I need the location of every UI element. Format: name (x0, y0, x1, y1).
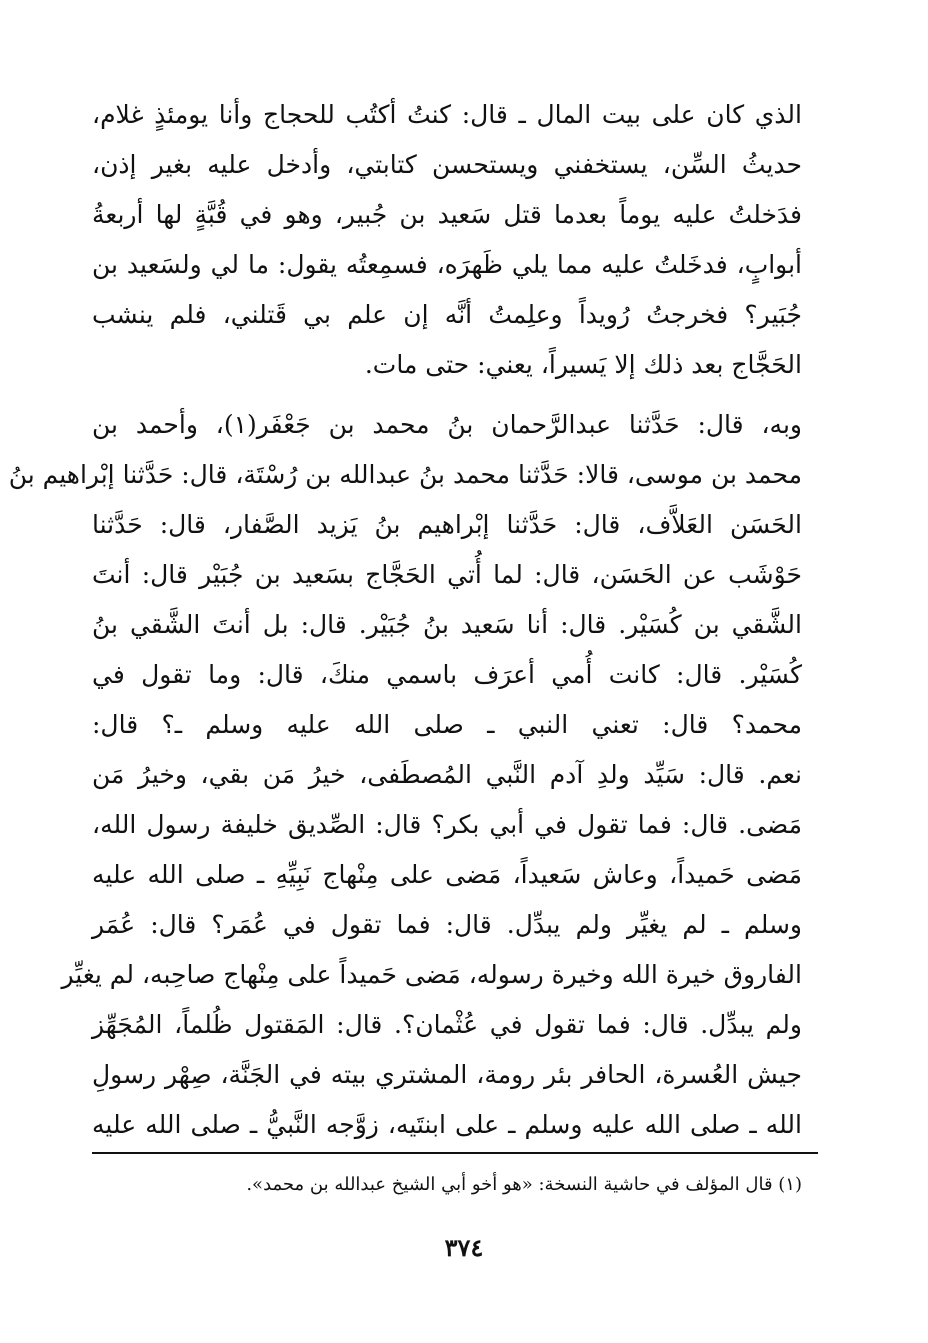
text-line: الله ـ صلى الله عليه وسلم ـ على ابنتَيه، زوَّجه النَّبيُّ ـ صلى الله عليه (92, 1110, 802, 1139)
text-line: وبه، قال: حَدَّثنا عبدالرَّحمان بنُ محمد بن جَعْفَر(١)، وأحمد بن (92, 410, 802, 439)
text-line: كُسَيْر. قال: كانت أُمي أعرَف باسمي منكَ، قال: وما تقول في (92, 660, 802, 689)
paragraph-1 (92, 90, 802, 390)
text-line: مَضى حَميداً، وعاش سَعيداً، مَضى على مِنْهاج نَبِيِّهِ ـ صلى الله عليه (92, 860, 802, 889)
text-line: محمد بن موسى، قالا: حَدَّثنا محمد بنُ عبدالله بن رُسْتَة، قال: حَدَّثنا إبْراهيم بنُ (8, 460, 802, 489)
text-line: الشَّقي بن كُسَيْر. قال: أنا سَعيد بنُ جُبَيْر. قال: بل أنتَ الشَّقي بنُ (92, 610, 802, 639)
paragraph-2 (8, 400, 802, 1150)
text-line: محمد؟ قال: تعني النبي ـ صلى الله عليه وسلم ـ؟ قال: (92, 710, 802, 739)
page-number: ٣٧٤ (444, 1233, 484, 1262)
footnote-divider (92, 1152, 818, 1154)
text-line: ولم يبدِّل. قال: فما تقول في عُثْمان؟. قال: المَقتول ظُلماً، المُجَهِّز (92, 1010, 802, 1039)
text-line: الذي كان على بيت المال ـ قال: كنتُ أكتُب للحجاج وأنا يومئذٍ غلام، (92, 100, 802, 129)
text-line: الحَسَن العَلاَّف، قال: حَدَّثنا إبْراهيم بنُ يَزيد الصَّفار، قال: حَدَّثنا (92, 510, 802, 539)
text-line: حَوْشَب عن الحَسَن، قال: لما أُتي الحَجَّاج بسَعيد بن جُبَيْر قال: أنتَ (92, 560, 802, 589)
text-line: أبوابٍ، فدخَلتُ عليه مما يلي ظَهرَه، فسمِعتُه يقول: ما لي ولسَعيد بن (92, 250, 802, 279)
text-line: نعم. قال: سَيِّد ولدِ آدم النَّبي المُصطَفى، خيرُ مَن بقي، وخيرُ مَن (92, 760, 802, 789)
text-line: حديثُ السِّن، يستخفني ويستحسن كتابتي، وأدخل عليه بغير إذن، (92, 150, 802, 179)
text-line: جيش العُسرة، الحافر بئر رومة، المشتري بيته في الجَنَّة، صِهْر رسولِ (92, 1060, 802, 1089)
text-line: الحَجَّاج بعد ذلك إلا يَسيراً، يعني: حتى مات. (364, 350, 802, 379)
text-line: الفاروق خيرة الله وخيرة رسوله، مَضى حَميداً على مِنْهاج صاحِبه، لم يغيِّر (61, 960, 802, 989)
footnote: (١) قال المؤلف في حاشية النسخة: «هو أخو أبي الشيخ عبدالله بن محمد». (246, 1174, 802, 1195)
text-line: مَضى. قال: فما تقول في أبي بكر؟ قال: الصِّديق خليفة رسول الله، (92, 810, 802, 839)
text-line: وسلم ـ لم يغيِّر ولم يبدِّل. قال: فما تقول في عُمَر؟ قال: عُمَر (92, 910, 802, 939)
text-line: فدَخلتُ عليه يوماً بعدما قتل سَعيد بن جُبير، وهو في قُبَّةٍ لها أربعةُ (92, 200, 802, 229)
text-line: جُبَير؟ فخرجتُ رُويداً وعلِمتُ أنَّه إن علم بي قَتلني، فلم ينشب (92, 300, 802, 329)
